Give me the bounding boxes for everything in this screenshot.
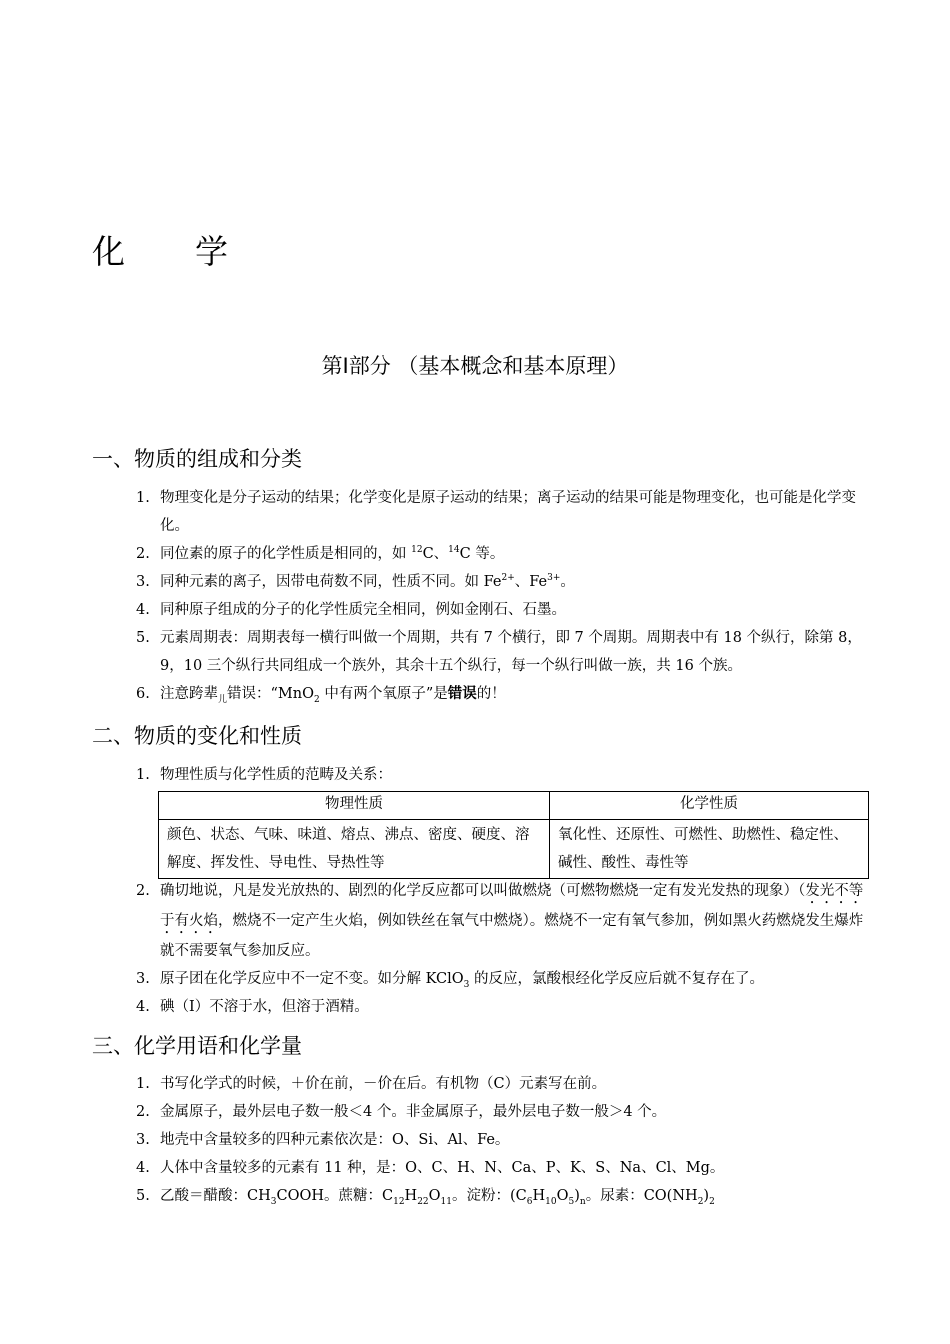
section-3-list: [136, 1070, 872, 1210]
item-text: 元素周期表：周期表每一横行叫做一个周期，共有 7 个横行，即 7 个周期。周期表中有 18 个纵行，除第 8，9，10 三个纵行共同组成一个族外，其余十五个纵行，每一个纵行叫做一族，共 16 个族。: [160, 630, 862, 674]
item-text: H: [404, 1188, 418, 1204]
table-cell: 氧化性、还原性、可燃性、助燃性、稳定性、碱性、酸性、毒性等: [550, 820, 869, 879]
subscript: 3: [463, 979, 470, 990]
list-item: [136, 680, 872, 708]
subscript: 10: [545, 1196, 557, 1207]
list-item: [136, 877, 872, 965]
item-text: ): [703, 1188, 710, 1204]
item-text: C、: [422, 546, 449, 562]
item-text: O: [556, 1188, 569, 1204]
section-2-list-b: [136, 877, 872, 1021]
title-char-2: 学: [195, 232, 228, 271]
item-text: 原子团在化学反应中不一定不变。如分解 KClO: [160, 971, 464, 987]
list-item: [136, 484, 872, 540]
subscript: 儿: [218, 694, 228, 705]
section-heading-3: 三、化学用语和化学量: [92, 1034, 302, 1058]
list-item: [136, 596, 872, 624]
item-number: 3.: [136, 971, 150, 987]
item-number: 1.: [136, 1076, 150, 1092]
subscript: 22: [417, 1196, 429, 1207]
list-item: [136, 1126, 872, 1154]
document-title: [92, 226, 228, 273]
item-number: 1.: [136, 490, 150, 506]
item-text: C 等。: [459, 546, 505, 562]
list-item: [136, 1154, 872, 1182]
table-row: [159, 820, 869, 879]
section-heading-1: 一、物质的组成和分类: [92, 447, 302, 471]
item-text: 同种元素的离子，因带电荷数不同，性质不同。如 Fe: [160, 574, 502, 590]
item-text: 书写化学式的时候，＋价在前，－价在后。有机物（C）元素写在前。: [160, 1076, 607, 1092]
item-text: 物理变化是分子运动的结果；化学变化是原子运动的结果；离子运动的结果可能是物理变化，也可能是化学变化。: [160, 490, 856, 534]
subscript: 2: [709, 1196, 715, 1207]
superscript: 3+: [547, 573, 561, 584]
item-text: 碘（I）不溶于水，但溶于酒精。: [160, 999, 369, 1015]
list-item: [136, 624, 872, 680]
list-item: [136, 568, 872, 596]
item-number: 2.: [136, 546, 150, 562]
subscript: 3: [270, 1196, 277, 1207]
item-number: 3.: [136, 1132, 150, 1148]
item-text: 。淀粉：(C: [452, 1188, 527, 1204]
item-number: 5.: [136, 630, 150, 646]
list-item: [136, 1070, 872, 1098]
subscript: 6: [526, 1196, 533, 1207]
emphasis-text: 发光不等于有火焰: [160, 883, 864, 929]
item-number: 3.: [136, 574, 150, 590]
item-text: 的反应，氯酸根经化学反应后就不复存在了。: [469, 971, 765, 987]
section-2-list-a: [136, 761, 872, 789]
item-number: 2.: [136, 1104, 150, 1120]
superscript: 14: [448, 545, 460, 556]
table-header-row: [159, 792, 869, 820]
item-text: 、Fe: [514, 574, 548, 590]
item-number: 4.: [136, 1160, 150, 1176]
part-title: 第Ⅰ部分 （基本概念和基本原理）: [321, 354, 629, 378]
table-header: 物理性质: [159, 792, 550, 820]
list-item: [136, 1098, 872, 1126]
item-text: H: [532, 1188, 546, 1204]
item-text: 错误：“MnO: [227, 686, 315, 702]
item-text: 物理性质与化学性质的范畴及关系：: [160, 767, 392, 783]
list-item: [136, 965, 872, 993]
superscript: 2+: [501, 573, 515, 584]
table-cell: 颜色、状态、气味、味道、熔点、沸点、密度、硬度、溶解度、挥发性、导电性、导热性等: [159, 820, 550, 879]
item-text: 。尿素：CO(NH: [585, 1188, 698, 1204]
properties-table: [158, 791, 869, 879]
item-number: 4.: [136, 999, 150, 1015]
item-number: 1.: [136, 767, 150, 783]
item-text: 确切地说，凡是发光放热的、剧烈的化学反应都可以叫做燃烧（可燃物燃烧一定有发光发热的现象）（: [160, 883, 806, 899]
item-number: 2.: [136, 883, 150, 899]
subscript: 2: [314, 694, 320, 705]
item-text: 金属原子，最外层电子数一般＜4 个。非金属原子，最外层电子数一般＞4 个。: [160, 1104, 667, 1120]
item-text: 中有两个氧原子”是: [319, 686, 448, 702]
item-text: ): [574, 1188, 580, 1204]
item-text: 乙酸＝醋酸：CH: [160, 1188, 271, 1204]
item-number: 5.: [136, 1188, 150, 1204]
list-item: [136, 1182, 872, 1210]
table-header: 化学性质: [550, 792, 869, 820]
subscript: n: [579, 1196, 586, 1207]
item-text: 。: [560, 574, 575, 590]
item-text: COOH。蔗糖：C: [276, 1188, 394, 1204]
subscript: 11: [440, 1196, 452, 1207]
item-text: 同种原子组成的分子的化学性质完全相同，例如金刚石、石墨。: [160, 602, 566, 618]
section-heading-2: 二、物质的变化和性质: [92, 724, 302, 748]
item-text: ，燃烧不一定产生火焰，例如铁丝在氧气中燃烧）。燃烧不一定有氧气参加，例如黑火药燃烧发生爆炸就不需要氧气参加反应。: [160, 913, 864, 959]
bold-text: 错误: [447, 686, 477, 702]
list-item: [136, 761, 872, 789]
subscript: 12: [393, 1196, 405, 1207]
item-number: 6.: [136, 686, 150, 702]
title-char-1: 化: [92, 232, 125, 271]
item-text: 同位素的原子的化学性质是相同的，如: [160, 546, 412, 562]
superscript: 12: [411, 545, 423, 556]
item-text: 人体中含量较多的元素有 11 种，是：O、C、H、N、Ca、P、K、S、Na、Cl、Mg。: [160, 1160, 725, 1176]
item-text: 地壳中含量较多的四种元素依次是：O、Si、Al、Fe。: [160, 1132, 510, 1148]
item-number: 4.: [136, 602, 150, 618]
list-item: [136, 540, 872, 568]
item-text: 注意跨辈: [160, 686, 218, 702]
section-1-list: [136, 484, 872, 708]
list-item: [136, 993, 872, 1021]
subscript: 5: [568, 1196, 575, 1207]
subscript: 2: [697, 1196, 704, 1207]
item-text: O: [428, 1188, 441, 1204]
item-text: 的！: [476, 686, 506, 702]
